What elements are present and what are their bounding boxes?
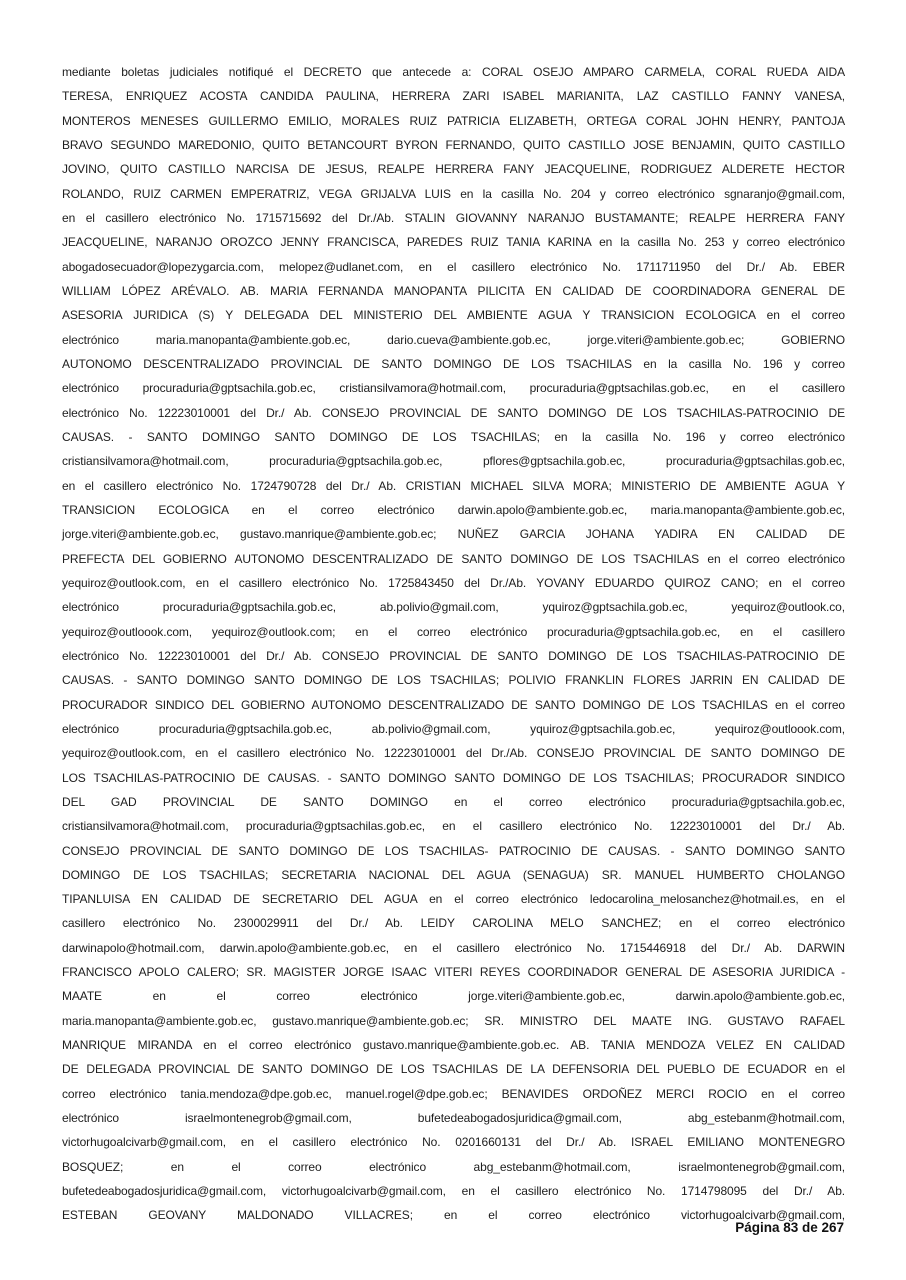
text-line: cristiansilvamora@hotmail.com, procuraduria@gptsachilas.gob.ec, en el casillero electrónico No. 12223010001 del Dr./ Ab.	[62, 819, 845, 834]
text-line: electrónico israelmontenegrob@gmail.com, bufetedeabogadosjuridica@gmail.com, abg_estebanm@hotmail.com,	[62, 1111, 845, 1126]
page-number: Página 83 de 267	[735, 1220, 844, 1235]
text-line: bufetedeabogadosjuridica@gmail.com, victorhugoalcivarb@gmail.com, en el casillero electrónico No. 1714798095 del Dr./ Ab.	[62, 1184, 845, 1199]
text-line: yequiroz@outlook.com, en el casillero electrónico No. 1725843450 del Dr./Ab. YOVANY EDUARDO QUIROZ CANO; en el correo	[62, 575, 845, 590]
text-line: DE DELEGADA PROVINCIAL DE SANTO DOMINGO DE LOS TSACHILAS DE LA DEFENSORIA DEL PUEBLO DE ECUADOR en el	[62, 1062, 845, 1077]
text-line: DEL GAD PROVINCIAL DE SANTO DOMINGO en el correo electrónico procuraduria@gptsachila.gob.ec,	[62, 794, 845, 809]
text-line: yequiroz@outlook.com, en el casillero electrónico No. 12223010001 del Dr./Ab. CONSEJO PROVINCIAL DE SANTO DOMINGO DE	[62, 746, 845, 761]
text-line: ASESORIA JURIDICA (S) Y DELEGADA DEL MINISTERIO DEL AMBIENTE AGUA Y TRANSICION ECOLOGICA en el correo	[62, 308, 845, 323]
text-line: jorge.viteri@ambiente.gob.ec, gustavo.manrique@ambiente.gob.ec; NUÑEZ GARCIA JOHANA YADIRA EN CALIDAD DE	[62, 527, 845, 542]
text-line: ROLANDO, RUIZ CARMEN EMPERATRIZ, VEGA GRIJALVA LUIS en la casilla No. 204 y correo electrónico sgnaranjo@gmail.com,	[62, 186, 845, 201]
text-line: BOSQUEZ; en el correo electrónico abg_estebanm@hotmail.com, israelmontenegrob@gmail.com,	[62, 1159, 845, 1174]
text-line: FRANCISCO APOLO CALERO; SR. MAGISTER JORGE ISAAC VITERI REYES COORDINADOR GENERAL DE ASESORIA JURIDICA -	[62, 965, 845, 980]
text-line: TIPANLUISA EN CALIDAD DE SECRETARIO DEL AGUA en el correo electrónico ledocarolina_melosanchez@hotmail.es, en el	[62, 892, 845, 907]
text-line: darwinapolo@hotmail.com, darwin.apolo@ambiente.gob.ec, en el casillero electrónico No. 1715446918 del Dr./ Ab. DARWIN	[62, 940, 845, 955]
text-line: MANRIQUE MIRANDA en el correo electrónico gustavo.manrique@ambiente.gob.ec. AB. TANIA MENDOZA VELEZ EN CALIDAD	[62, 1038, 845, 1053]
text-line: DOMINGO DE LOS TSACHILAS; SECRETARIA NACIONAL DEL AGUA (SENAGUA) SR. MANUEL HUMBERTO CHOLANGO	[62, 867, 845, 882]
text-line: en el casillero electrónico No. 1724790728 del Dr./ Ab. CRISTIAN MICHAEL SILVA MORA; MINISTERIO DE AMBIENTE AGUA Y	[62, 478, 845, 493]
text-line: TRANSICION ECOLOGICA en el correo electrónico darwin.apolo@ambiente.gob.ec, maria.manopanta@ambiente.gob.ec,	[62, 502, 845, 517]
text-line: electrónico No. 12223010001 del Dr./ Ab. CONSEJO PROVINCIAL DE SANTO DOMINGO DE LOS TSACHILAS-PATROCINIO DE	[62, 405, 845, 420]
text-line: casillero electrónico No. 2300029911 del Dr./ Ab. LEIDY CAROLINA MELO SANCHEZ; en el correo electrónico	[62, 916, 845, 931]
text-line: AUTONOMO DESCENTRALIZADO PROVINCIAL DE SANTO DOMINGO DE LOS TSACHILAS en la casilla No. 196 y correo	[62, 356, 845, 371]
text-line: CAUSAS. - SANTO DOMINGO SANTO DOMINGO DE LOS TSACHILAS; POLIVIO FRANKLIN FLORES JARRIN EN CALIDAD DE	[62, 673, 845, 688]
text-line: electrónico procuraduria@gptsachila.gob.ec, ab.polivio@gmail.com, yquiroz@gptsachila.gob.ec, yequiroz@outlook.co,	[62, 600, 845, 615]
text-line: yequiroz@outloook.com, yequiroz@outlook.com; en el correo electrónico procuraduria@gptsachila.gob.ec, en el casillero	[62, 624, 845, 639]
text-line: correo electrónico tania.mendoza@dpe.gob.ec, manuel.rogel@dpe.gob.ec; BENAVIDES ORDOÑEZ MERCI ROCIO en el correo	[62, 1086, 845, 1101]
text-line: JOVINO, QUITO CASTILLO NARCISA DE JESUS, REALPE HERRERA FANY JEACQUELINE, RODRIGUEZ ALDERETE HECTOR	[62, 162, 845, 177]
text-line: ESTEBAN GEOVANY MALDONADO VILLACRES; en el correo electrónico victorhugoalcivarb@gmail.com,	[62, 1208, 845, 1223]
text-line: electrónico procuraduria@gptsachila.gob.ec, cristiansilvamora@hotmail.com, procuraduria@gptsachilas.gob.ec, en el casillero	[62, 381, 845, 396]
text-line: TERESA, ENRIQUEZ ACOSTA CANDIDA PAULINA, HERRERA ZARI ISABEL MARIANITA, LAZ CASTILLO FANNY VANESA,	[62, 89, 845, 104]
text-line: MONTEROS MENESES GUILLERMO EMILIO, MORALES RUIZ PATRICIA ELIZABETH, ORTEGA CORAL JOHN HENRY, PANTOJA	[62, 113, 845, 128]
text-line: PROCURADOR SINDICO DEL GOBIERNO AUTONOMO DESCENTRALIZADO DE SANTO DOMINGO DE LOS TSACHILAS en el correo	[62, 697, 845, 712]
text-line: electrónico procuraduria@gptsachila.gob.ec, ab.polivio@gmail.com, yquiroz@gptsachila.gob.ec, yequiroz@outloook.com,	[62, 721, 845, 736]
text-line: mediante boletas judiciales notifiqué el DECRETO que antecede a: CORAL OSEJO AMPARO CARMELA, CORAL RUEDA AIDA	[62, 65, 845, 79]
text-line: BRAVO SEGUNDO MAREDONIO, QUITO BETANCOURT BYRON FERNANDO, QUITO CASTILLO JOSE BENJAMIN, QUITO CASTILLO	[62, 137, 845, 152]
text-line: cristiansilvamora@hotmail.com, procuraduria@gptsachila.gob.ec, pflores@gptsachila.gob.ec, procuraduria@gptsachilas.gob.ec,	[62, 454, 845, 469]
text-line: electrónico maria.manopanta@ambiente.gob.ec, dario.cueva@ambiente.gob.ec, jorge.viteri@ambiente.gob.ec; GOBIERNO	[62, 332, 845, 347]
text-line: MAATE en el correo electrónico jorge.viteri@ambiente.gob.ec, darwin.apolo@ambiente.gob.ec,	[62, 989, 845, 1004]
text-line: LOS TSACHILAS-PATROCINIO DE CAUSAS. - SANTO DOMINGO SANTO DOMINGO DE LOS TSACHILAS; PROCURADOR SINDICO	[62, 770, 845, 785]
text-line: CAUSAS. - SANTO DOMINGO SANTO DOMINGO DE LOS TSACHILAS; en la casilla No. 196 y correo electrónico	[62, 429, 845, 444]
text-line: maria.manopanta@ambiente.gob.ec, gustavo.manrique@ambiente.gob.ec; SR. MINISTRO DEL MAATE ING. GUSTAVO RAFAEL	[62, 1013, 845, 1028]
text-line: PREFECTA DEL GOBIERNO AUTONOMO DESCENTRALIZADO DE SANTO DOMINGO DE LOS TSACHILAS en el correo electrónico	[62, 551, 845, 566]
text-line: abogadosecuador@lopezygarcia.com, melopez@udlanet.com, en el casillero electrónico No. 1711711950 del Dr./ Ab. EBER	[62, 259, 845, 274]
body-text	[62, 60, 845, 1228]
text-line: CONSEJO PROVINCIAL DE SANTO DOMINGO DE LOS TSACHILAS- PATROCINIO DE CAUSAS. - SANTO DOMINGO SANTO	[62, 843, 845, 858]
text-line: JEACQUELINE, NARANJO OROZCO JENNY FRANCISCA, PAREDES RUIZ TANIA KARINA en la casilla No. 253 y correo electrónico	[62, 235, 845, 250]
text-line: WILLIAM LÓPEZ ARÉVALO. AB. MARIA FERNANDA MANOPANTA PILICITA EN CALIDAD DE COORDINADORA GENERAL DE	[62, 283, 845, 298]
text-line: electrónico No. 12223010001 del Dr./ Ab. CONSEJO PROVINCIAL DE SANTO DOMINGO DE LOS TSACHILAS-PATROCINIO DE	[62, 648, 845, 663]
text-line: en el casillero electrónico No. 1715715692 del Dr./Ab. STALIN GIOVANNY NARANJO BUSTAMANTE; REALPE HERRERA FANY	[62, 210, 845, 225]
text-line: victorhugoalcivarb@gmail.com, en el casillero electrónico No. 0201660131 del Dr./ Ab. ISRAEL EMILIANO MONTENEGRO	[62, 1135, 845, 1150]
